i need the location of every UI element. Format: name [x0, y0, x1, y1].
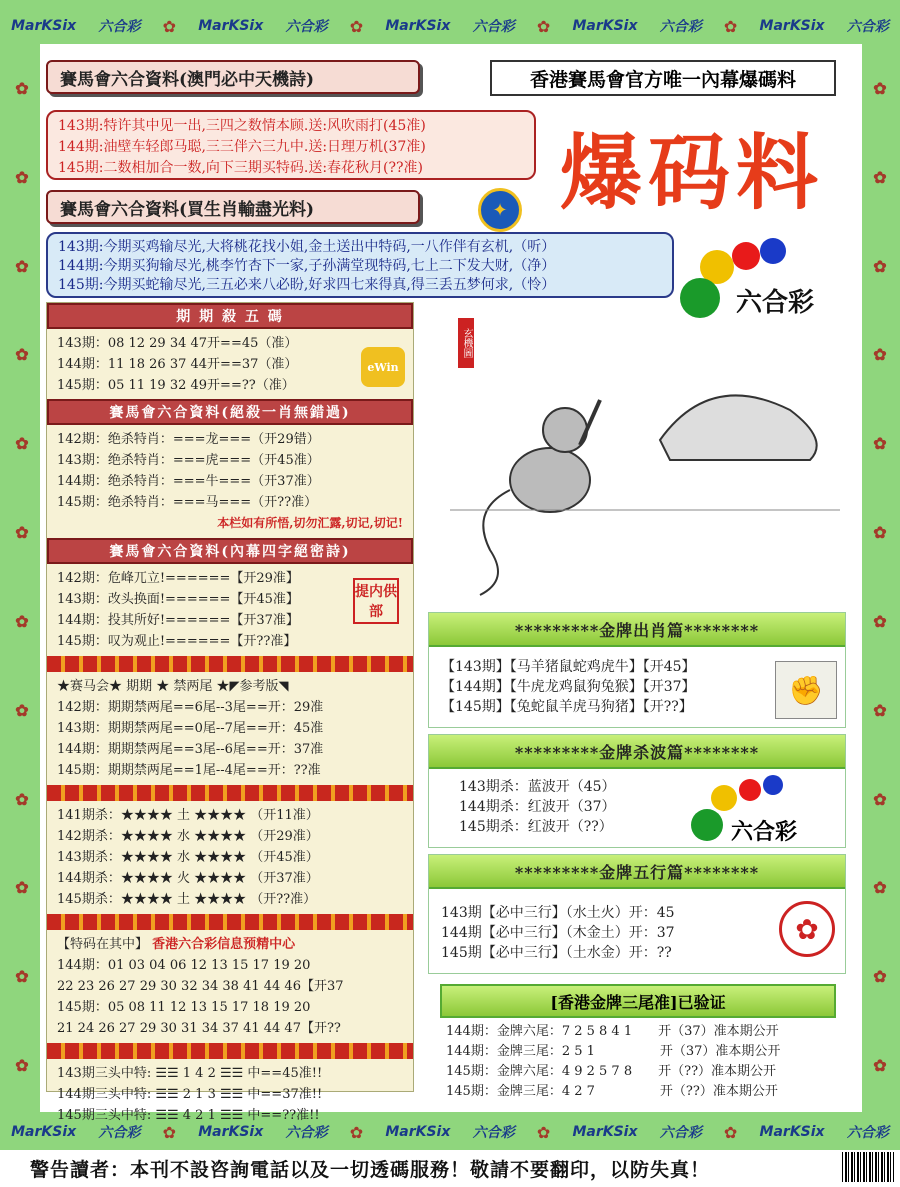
panel-title: *********金牌五行篇********	[429, 855, 845, 889]
liuhecai-logo-text: 六合彩	[731, 819, 798, 845]
flower-icon: ✿	[15, 78, 29, 98]
kill-element-section	[47, 801, 413, 914]
liuhecai-text: 六合彩	[98, 1125, 141, 1141]
marksix-text: MarKSix	[572, 1124, 638, 1140]
special-code-section	[47, 930, 413, 1043]
stamp-label: 提内供部	[353, 578, 399, 624]
flower-icon: ✿	[873, 967, 887, 987]
gold-tail-panel	[434, 1020, 846, 1106]
liuhecai-text: 六合彩	[659, 1125, 702, 1141]
illus-tag: 玄機圖	[458, 318, 474, 368]
liuhecai-text: 六合彩	[659, 19, 702, 35]
brand-logo-icon: ✦	[478, 188, 522, 232]
row: 142期杀：★★★★ 水 ★★★★ （开29准）	[57, 829, 319, 844]
liuhecai-logo-text: 六合彩	[736, 288, 815, 318]
flower-icon: ✿	[349, 1122, 364, 1142]
flower-icon: ✿	[162, 1122, 176, 1142]
row: 145期：期期禁两尾==1尾--4尾==开：??准	[57, 763, 321, 778]
flower-icon: ✿	[349, 16, 364, 36]
panel-title: *********金牌出肖篇********	[429, 613, 845, 647]
border-left	[4, 44, 40, 1110]
flower-icon: ✿	[15, 967, 29, 987]
kill-zodiac-section	[47, 425, 413, 538]
flower-icon: ✿	[723, 1122, 738, 1142]
zodiac-line: 144期:今期买狗输尽光,桃李竹杏下一家,子孙满堂现特码,七上二下发大财,（净）	[58, 258, 556, 274]
flower-icon: ✿	[15, 611, 29, 631]
liuhecai-text: 六合彩	[846, 1125, 889, 1141]
flower-icon: ✿	[873, 700, 887, 720]
liuhecai-text: 六合彩	[472, 1125, 515, 1141]
flower-icon: ✿	[15, 167, 29, 187]
ball-icon	[739, 779, 761, 801]
flower-icon: ✿	[15, 700, 29, 720]
border-top	[0, 8, 900, 44]
row: 143期：期期禁两尾==0尾--7尾==开：45准	[57, 721, 324, 736]
flower-icon: ✿	[15, 434, 29, 454]
ball-icon	[732, 242, 760, 270]
flower-icon: ✿	[873, 1056, 887, 1076]
three-head-section	[47, 1059, 413, 1130]
flower-icon: ✿	[162, 16, 176, 36]
marksix-text: MarKSix	[759, 1124, 825, 1140]
row: 142期：危峰兀立!======【开29准】	[57, 571, 299, 586]
decor-separator	[47, 1043, 413, 1059]
liuhecai-text: 六合彩	[846, 19, 889, 35]
zodiac-line: 143期:今期买鸡输尽光,大将桃花找小姐,金土送出中特码,一八作伴有玄机,（听）	[58, 239, 556, 255]
ball-icon	[763, 775, 783, 795]
section-title: 賽馬會六合資料(內幕四字絕密詩)	[47, 538, 413, 564]
flower-icon: ✿	[873, 167, 887, 187]
ball-icon	[711, 785, 737, 811]
row: 143期杀：蓝波开（45）	[459, 779, 616, 795]
row: 144期：金牌三尾：2 5 1 开（37）准本期公开	[446, 1044, 781, 1059]
marksix-text: MarKSix	[385, 18, 451, 34]
label: 【特码在其中】	[57, 937, 149, 952]
row: 145期：金牌三尾：4 2 7 开（??）准本期公开	[446, 1084, 778, 1099]
section-title: 賽馬會六合資料(絕殺一肖無錯過)	[47, 399, 413, 425]
section-title: 期 期 殺 五 碼	[47, 303, 413, 329]
panel-title: *********金牌杀波篇********	[429, 735, 845, 769]
center-name: 香港六合彩信息预精中心	[152, 937, 296, 952]
poem-line: 144期:油壁车轻郎马聪,三三伴六三九中.送:日理万机(37准)	[58, 139, 426, 155]
flower-icon: ✿	[873, 523, 887, 543]
flower-icon: ✿	[536, 16, 551, 36]
flower-icon: ✿	[15, 256, 29, 276]
row: 145期：金牌六尾：4 9 2 5 7 8 开（??）准本期公开	[446, 1064, 777, 1079]
marksix-text: MarKSix	[198, 18, 264, 34]
row: 143期【必中三行】（水土火）开：45	[441, 905, 675, 921]
row: 145期【必中三行】（土水金）开：??	[441, 945, 672, 961]
marksix-text: MarKSix	[11, 18, 77, 34]
row: 144期：期期禁两尾==3尾--6尾==开：37准	[57, 742, 324, 757]
section-title: ★赛马会★ 期期 ★ 禁两尾 ★◤参考版◥	[57, 679, 289, 694]
row: 144期：金牌六尾：7 2 5 8 4 1 开（37）准本期公开	[446, 1024, 779, 1039]
row: 145期：05 11 19 32 49开==??（准）	[57, 378, 295, 393]
poem-four-section	[47, 564, 413, 656]
flower-icon: ✿	[15, 345, 29, 365]
ball-icon	[691, 809, 723, 841]
header-right-slogan: 香港賽馬會官方唯一內幕爆碼料	[490, 60, 836, 96]
flower-icon: ✿	[873, 789, 887, 809]
decor-separator	[47, 656, 413, 672]
row: 144期杀：★★★★ 火 ★★★★ （开37准）	[57, 871, 319, 886]
warning-banner: 警告讀者：本刊不設咨詢電話以及一切透碼服務！敬請不要翻印，以防失真！	[0, 1150, 900, 1187]
flower-icon: ✿	[873, 256, 887, 276]
row: 144期：投其所好!======【开37准】	[57, 613, 299, 628]
row: 144期：11 18 26 37 44开==37（准）	[57, 357, 298, 372]
row: 144期：绝杀特肖：===牛===（开37准）	[57, 474, 320, 489]
row: 144期三头中特: ☰☰ 2 1 3 ☰☰ 中==37准!!	[57, 1087, 323, 1102]
row: 145期：绝杀特肖：===马===（开??准）	[57, 495, 318, 510]
ban-tail-section	[47, 672, 413, 785]
flower-icon: ✿	[873, 78, 887, 98]
flower-icon: ✿	[15, 523, 29, 543]
row: 144期：01 03 04 06 12 13 15 17 19 20	[57, 958, 311, 973]
row: 142期：绝杀特肖：===龙===（开29错）	[57, 432, 320, 447]
flower-icon: ✿	[15, 789, 29, 809]
marksix-text: MarKSix	[198, 1124, 264, 1140]
header-left-1: 賽馬會六合資料(澳門必中天機詩)	[46, 60, 420, 94]
flower-icon: ✿	[873, 345, 887, 365]
puzzle-illustration	[430, 310, 850, 605]
gold-element-panel	[428, 854, 846, 974]
marksix-text: MarKSix	[759, 18, 825, 34]
row: 145期：05 08 11 12 13 15 17 18 19 20	[57, 1000, 311, 1015]
flower-icon: ✿	[15, 1056, 29, 1076]
row: 145期三头中特: ☰☰ 4 2 1 ☰☰ 中==??准!!	[57, 1108, 320, 1123]
zodiac-line: 145期:今期买蛇输尽光,三五必来八必盼,好求四七来得真,得三丢五梦何求,（怜）	[58, 277, 556, 293]
poem-line: 143期:特许其中见一出,三四之数情本顾.送:风吹雨打(45准)	[58, 118, 426, 134]
flower-icon: ✿	[15, 878, 29, 898]
row: 【143期】【马羊猪鼠蛇鸡虎牛】【开45】	[441, 659, 696, 675]
flower-icon: ✿	[873, 611, 887, 631]
mouse-rock-drawing	[430, 310, 850, 605]
gold-tail-title: [香港金牌三尾准]已验证	[440, 984, 836, 1018]
kill-five-section	[47, 329, 413, 399]
row: 【145期】【兔蛇鼠羊虎马狗猪】【开??】	[441, 699, 693, 715]
row: 145期杀：★★★★ 土 ★★★★ （开??准）	[57, 892, 317, 907]
row: 143期三头中特: ☰☰ 1 4 2 ☰☰ 中==45准!!	[57, 1066, 323, 1081]
gold-wave-panel	[428, 734, 846, 848]
decor-separator	[47, 785, 413, 801]
hk-emblem-icon: ✿	[779, 901, 835, 957]
liuhecai-text: 六合彩	[285, 1125, 328, 1141]
marksix-text: MarKSix	[11, 1124, 77, 1140]
row: 143期：08 12 29 34 47开==45（准）	[57, 336, 298, 351]
border-right	[862, 44, 898, 1110]
liuhecai-text: 六合彩	[285, 19, 328, 35]
row: 143期杀：★★★★ 水 ★★★★ （开45准）	[57, 850, 319, 865]
row: 145期杀：红波开（??）	[459, 819, 613, 835]
flower-icon: ✿	[873, 878, 887, 898]
decor-separator	[47, 914, 413, 930]
row: 143期：绝杀特肖：===虎===（开45准）	[57, 453, 320, 468]
left-column	[46, 302, 414, 1123]
blue-zodiac-box	[46, 232, 674, 298]
red-poem-box	[46, 110, 536, 180]
barcode-icon	[842, 1152, 894, 1182]
row: 143期：改头换面!======【开45准】	[57, 592, 299, 607]
row: 144期【必中三行】（木金土）开：37	[441, 925, 675, 941]
row: 145期：叹为观止!======【开??准】	[57, 634, 297, 649]
row: 142期：期期禁两尾==6尾--3尾==开：29准	[57, 700, 324, 715]
row: 22 23 26 27 29 30 32 34 38 41 44 46【开37	[57, 979, 344, 994]
liuhecai-text: 六合彩	[98, 19, 141, 35]
fist-icon: ✊	[775, 661, 837, 719]
flower-icon: ✿	[536, 1122, 551, 1142]
row: 144期杀：红波开（37）	[459, 799, 616, 815]
row: 21 24 26 27 29 30 31 34 37 41 44 47【开??	[57, 1021, 341, 1036]
flower-icon: ✿	[723, 16, 738, 36]
note: 本栏如有所悟,切勿汇露,切记,切记!	[217, 516, 403, 530]
ewin-badge: eWin	[361, 347, 405, 387]
header-left-2: 賽馬會六合資料(買生肖輸盡光料)	[46, 190, 420, 224]
poem-line: 145期:二数相加合一数,向下三期买特码.送:春花秋月(??准)	[58, 160, 423, 176]
flower-icon: ✿	[873, 434, 887, 454]
marksix-text: MarKSix	[385, 1124, 451, 1140]
ball-icon	[760, 238, 786, 264]
row: 141期杀：★★★★ 土 ★★★★ （开11准）	[57, 808, 319, 823]
row: 【144期】【牛虎龙鸡鼠狗兔猴】【开37】	[441, 679, 696, 695]
big-title: 爆码料	[560, 126, 825, 221]
liuhecai-text: 六合彩	[472, 19, 515, 35]
gold-zodiac-panel	[428, 612, 846, 728]
marksix-text: MarKSix	[572, 18, 638, 34]
